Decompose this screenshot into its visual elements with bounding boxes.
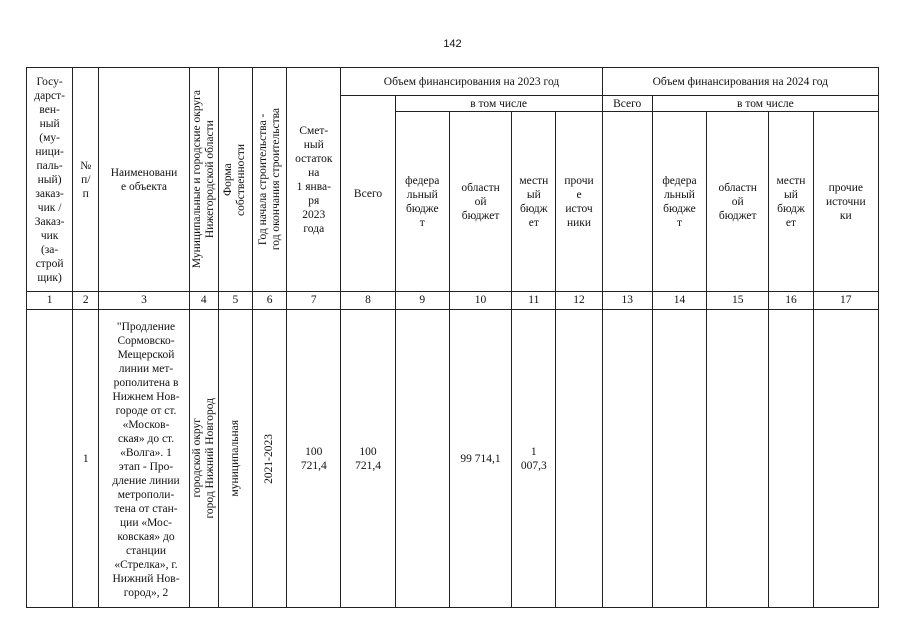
column-number: 12	[556, 292, 602, 310]
header-row-number: № п/ п	[73, 68, 99, 292]
header-federal-2023: федера льный бюдже т	[395, 112, 449, 292]
column-number: 17	[813, 292, 878, 310]
header-including-2024: в том числе	[652, 96, 878, 112]
page-number: 142	[443, 38, 462, 50]
header-financing-2023: Объем финансирования на 2023 год	[341, 68, 602, 96]
header-construction-years-text: Год начала строительства - год окончания строительства	[256, 108, 282, 251]
column-number: 13	[602, 292, 652, 310]
column-number: 15	[707, 292, 769, 310]
header-total-2024-blank	[602, 112, 652, 292]
cell-local-2024	[769, 310, 813, 608]
header-federal-2024: федера льный бюдже т	[652, 112, 706, 292]
column-number: 2	[73, 292, 99, 310]
header-ownership-form	[218, 68, 252, 292]
cell-ownership-form	[218, 310, 252, 608]
cell-ownership-form-text: муниципальная	[228, 420, 241, 497]
cell-other-2024	[813, 310, 878, 608]
column-number: 10	[449, 292, 511, 310]
column-number: 5	[218, 292, 252, 310]
header-construction-years	[253, 68, 287, 292]
column-number: 14	[652, 292, 706, 310]
header-other-2024: прочие источни ки	[813, 112, 878, 292]
header-regional-2024: областн ой бюджет	[707, 112, 769, 292]
header-customer: Госу- дарст- вен- ный (му- ници- паль- ный) заказ- чик / Заказ- чик (за- строй щик)	[27, 68, 73, 292]
header-total-2024: Всего	[602, 96, 652, 112]
column-number-row	[27, 292, 879, 310]
header-ownership-form-text: Форма собственности	[222, 143, 248, 216]
header-total-2023: Всего	[341, 96, 395, 292]
header-local-2024: местн ый бюдж ет	[769, 112, 813, 292]
cell-federal-2023	[395, 310, 449, 608]
cell-local-2023: 1 007,3	[512, 310, 556, 608]
column-number: 8	[341, 292, 395, 310]
header-regional-2023: областн ой бюджет	[449, 112, 511, 292]
cell-federal-2024	[652, 310, 706, 608]
cell-total-2024	[602, 310, 652, 608]
cell-construction-years-text: 2021-2023	[263, 433, 276, 484]
cell-regional-2024	[707, 310, 769, 608]
cell-regional-2023: 99 714,1	[449, 310, 511, 608]
header-object-name: Наименовани е объекта	[99, 68, 189, 292]
header-financing-2024: Объем финансирования на 2024 год	[602, 68, 878, 96]
cell-estimated-balance: 100 721,4	[287, 310, 341, 608]
column-number: 16	[769, 292, 813, 310]
header-municipality	[189, 68, 218, 292]
column-number: 4	[189, 292, 218, 310]
header-local-2023: местн ый бюдж ет	[512, 112, 556, 292]
financing-table	[26, 67, 879, 608]
column-number: 1	[27, 292, 73, 310]
cell-total-2023: 100 721,4	[341, 310, 395, 608]
cell-object-name: "Продление Сормовско- Мещерской линии мет- рополитена в Нижнем Нов- городе от ст. «Москов- ская» до ст. «Волга». 1 этап - Про- дление линии метрополи- тена от стан- ции «Мос- ковская» до станции «Стрелка», г. Нижний Нов- город», 2	[99, 310, 189, 608]
cell-customer	[27, 310, 73, 608]
column-number: 3	[99, 292, 189, 310]
header-estimated-balance: Смет- ный остаток на 1 янва- ря 2023 года	[287, 68, 341, 292]
cell-other-2023	[556, 310, 602, 608]
header-municipality-text: Муниципальные и городские округа Нижегородской области	[190, 90, 216, 269]
header-including-2023: в том числе	[395, 96, 602, 112]
cell-row-number: 1	[73, 310, 99, 608]
column-number: 6	[253, 292, 287, 310]
column-number: 7	[287, 292, 341, 310]
cell-municipality-text: городской округ город Нижний Новгород	[190, 398, 216, 519]
cell-construction-years	[253, 310, 287, 608]
table-row	[27, 310, 879, 608]
column-number: 11	[512, 292, 556, 310]
header-other-2023: прочи е источ ники	[556, 112, 602, 292]
column-number: 9	[395, 292, 449, 310]
cell-municipality	[189, 310, 218, 608]
